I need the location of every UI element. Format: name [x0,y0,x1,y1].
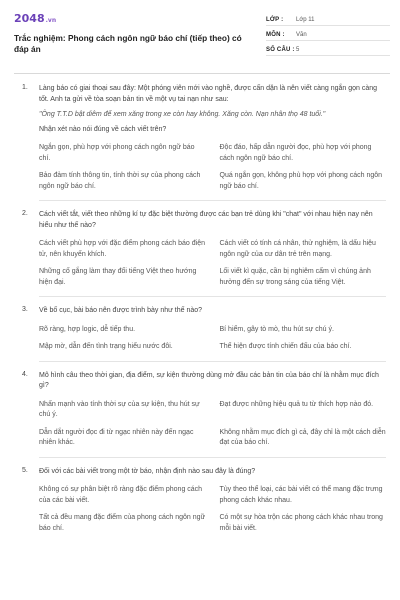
answer-option-b[interactable]: Cách viết có tính cá nhân, thử nghiệm, là dấu hiệu ngôn ngữ của cư dân trẻ trên mạng. [219,240,376,258]
meta-count [266,44,390,56]
answer-option-a[interactable]: Không có sự phân biệt rõ ràng đặc điểm phong cách của các bài viết. [39,486,203,504]
answer-option-a[interactable]: Rõ ràng, hợp logic, dễ tiếp thu. [39,325,136,333]
question-prompt: Nhận xét nào nói đúng về cách viết trên? [39,125,167,133]
divider [39,457,386,458]
answer-option-d[interactable]: Quá ngắn gọn, không phù hợp với phong cách ngôn ngữ báo chí. [219,172,383,190]
question-number: 5. [22,466,28,474]
answer-option-c[interactable]: Bảo đảm tính thông tin, tính thời sự của phong cách ngôn ngữ báo chí. [39,172,201,190]
question-5 [14,467,390,535]
question-text: Làng báo có giai thoại sau đây: Một phóng viên mới vào nghề, được cấn dặn là nên viết càng ngắn gọn càng tốt. Anh ta gửi về tòa soạn bản tin về một vụ tai nạn như sau: [39,85,378,103]
question-quote: "Ông T.T.D bật diêm để xem xăng trong xe còn hay không. Xăng còn. Nạn nhân thọ 48 tuổi." [39,111,326,118]
header-left [14,12,254,73]
answer-option-d[interactable]: Có một sự hòa trộn các phong cách khác nhau trong mỗi bài viết. [219,514,383,532]
logo-suffix: .vn [45,17,57,24]
answer-option-b[interactable]: Bí hiểm, gây tò mò, thu hút sự chú ý. [219,325,334,333]
answer-option-d[interactable]: Lối viết kì quặc, cần bị nghiêm cấm vì chúng ảnh hưởng đến sự trong sáng của tiếng Việt. [219,268,371,286]
meta-value: Lớp 11 [296,16,315,23]
meta-value: Văn [296,31,307,38]
page-header [14,0,390,74]
question-number: 2. [22,210,28,217]
meta-label: MÔN : [266,31,285,38]
question-1 [14,84,390,201]
answer-options [39,239,386,288]
meta-value: 5 [296,46,300,53]
question-number: 3. [22,306,28,313]
question-4 [14,371,390,458]
answer-option-d[interactable]: Thể hiện được tính chiến đấu của báo chí. [219,343,352,350]
answer-option-a[interactable]: Ngắn gọn, phù hợp với phong cách ngôn ngữ báo chí. [39,144,195,162]
question-2 [14,210,390,297]
meta-label: LỚP : [266,16,284,23]
answer-options [39,143,386,192]
question-3 [14,306,390,362]
divider [39,361,386,362]
answer-option-c[interactable]: Tất cả đều mang đặc điểm của phong cách ngôn ngữ báo chí. [39,514,206,532]
logo-text: 2048 [14,12,45,25]
meta-label: SỐ CÂU : [266,46,295,53]
divider [39,200,386,201]
answer-option-c[interactable]: Những cố gắng làm thay đổi tiếng Việt theo hướng hiện đại. [39,268,197,286]
answer-options [39,485,386,534]
divider [39,296,386,297]
answer-option-c[interactable]: Mập mờ, dẫn đến tình trạng hiểu nước đôi. [39,343,173,350]
answer-option-b[interactable]: Độc đáo, hấp dẫn người đọc, phù hợp với phong cách ngôn ngữ báo chí. [219,144,372,162]
question-number: 1. [22,84,28,91]
question-text: Cách viết tắt, viết theo những kí tự đặc biệt thường được các bạn trẻ dùng khi "chat" với nhau hiện nay nên hiểu như thế nào? [39,211,373,229]
question-text: Mô hình câu theo thời gian, địa điểm, sự kiện thường dùng mở đầu các bản tin của báo chí là nhằm mục đích gì? [39,371,379,389]
answer-options [39,400,386,449]
meta-subject [266,29,390,41]
answer-options [39,325,386,353]
answer-option-d[interactable]: Không nhằm mục đích gì cả, đây chỉ là một cách diễn đạt của báo chí. [219,428,386,446]
answer-option-a[interactable]: Nhấn mạnh vào tính thời sự của sự kiện, thu hút sự chú ý. [39,400,200,418]
question-number: 4. [22,370,28,378]
question-text: Về bố cục, bài báo nên được trình bày như thế nào? [39,307,203,314]
answer-option-a[interactable]: Cách viết phù hợp với đặc điểm phong cách báo điện tử, nên khuyến khích. [39,240,206,258]
meta-panel [254,12,390,73]
site-logo[interactable] [14,12,248,28]
meta-grade [266,14,390,26]
answer-option-b[interactable]: Tùy theo thể loại, các bài viết có thể mang đặc trưng phong cách khác nhau. [219,486,383,504]
answer-option-b[interactable]: Đạt được những hiệu quả tu từ thích hợp nào đó. [219,400,374,408]
question-list [14,74,390,534]
page-title: Trắc nghiệm: Phong cách ngôn ngữ báo chí (tiếp theo) có đáp án [14,33,242,54]
question-text: Đối với các bài viết trong một tờ báo, nhận định nào sau đây là đúng? [39,467,256,475]
answer-option-c[interactable]: Dẫn dắt người đọc đi từ ngạc nhiên này đến ngạc nhiên khác. [39,428,194,446]
